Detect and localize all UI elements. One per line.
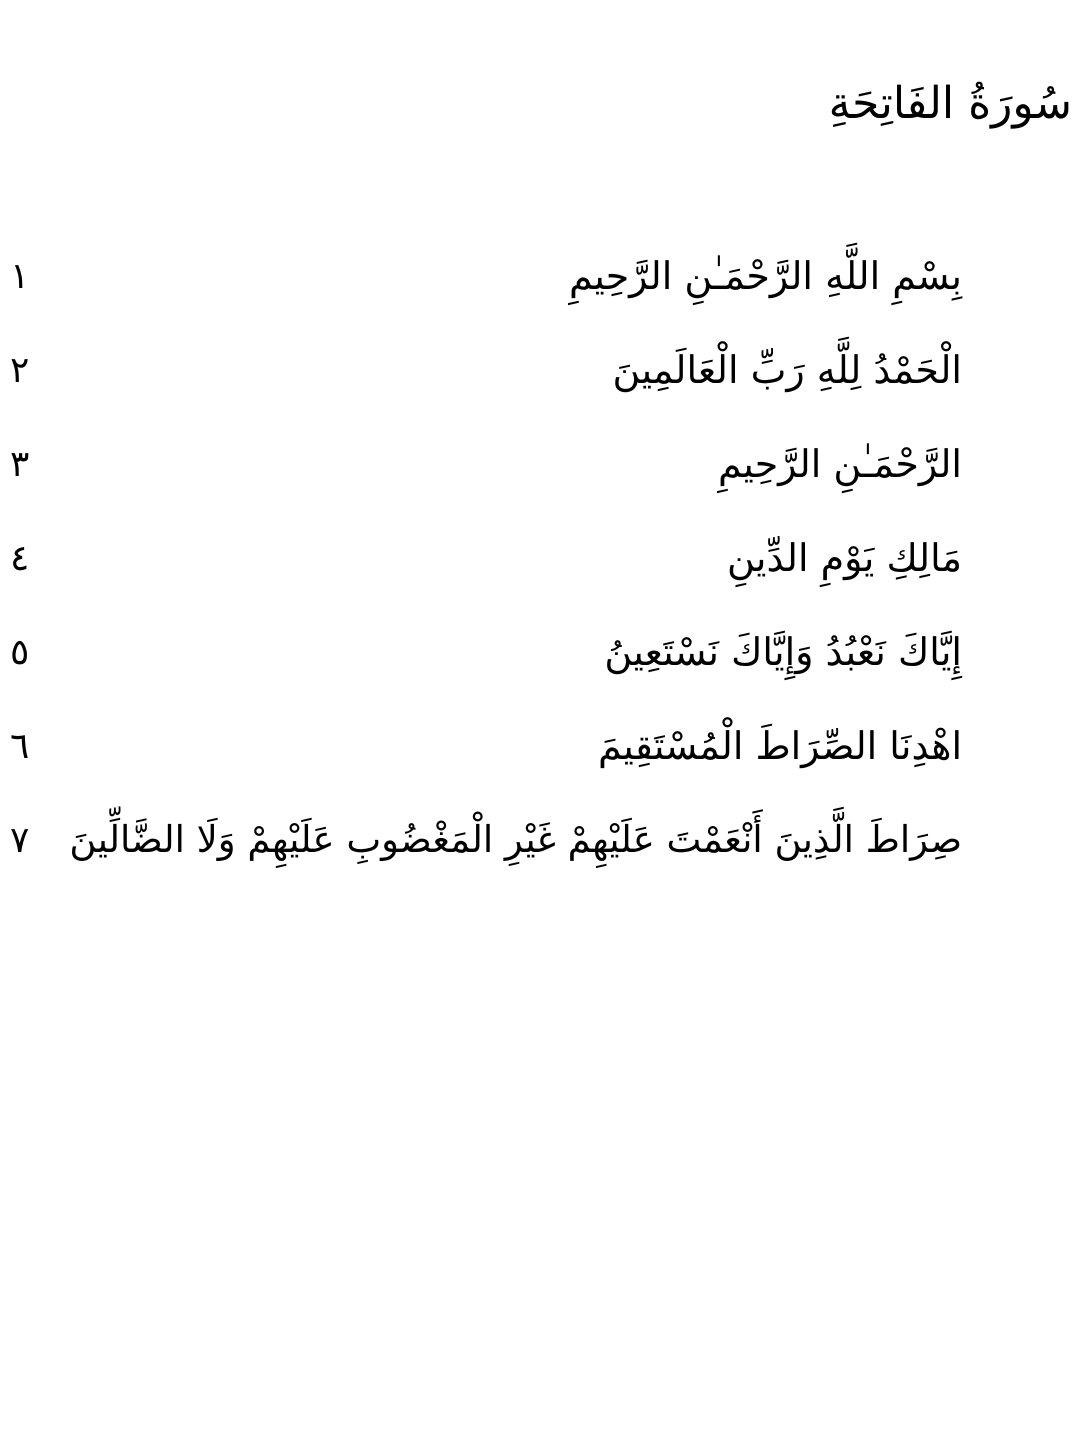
verse-row (0, 720, 1080, 814)
verse-text: صِرَاطَ الَّذِينَ أَنْعَمْتَ عَلَيْهِمْ غَيْرِ الْمَغْضُوبِ عَلَيْهِمْ وَلَا الضَّالِّينَ (69, 818, 962, 861)
verse-row (0, 250, 1080, 344)
verse-number: ٢ (10, 350, 30, 391)
verse-text: اهْدِنَا الصِّرَاطَ الْمُسْتَقِيمَ (597, 724, 962, 768)
verse-number: ٦ (10, 726, 30, 767)
surah-title: سُورَةُ الفَاتِحَةِ (828, 78, 1072, 129)
verse-text: بِسْمِ اللَّهِ الرَّحْمَـٰنِ الرَّحِيمِ (568, 254, 962, 298)
verse-row (0, 532, 1080, 626)
verse-text: الرَّحْمَـٰنِ الرَّحِيمِ (717, 442, 962, 486)
verse-number: ٧ (10, 820, 30, 861)
verse-text: مَالِكِ يَوْمِ الدِّينِ (726, 536, 962, 580)
verse-text: الْحَمْدُ لِلَّهِ رَبِّ الْعَالَمِينَ (612, 348, 962, 392)
verse-number: ٥ (10, 632, 30, 673)
verse-number: ١ (10, 256, 30, 297)
verse-list (0, 250, 1080, 908)
verse-text: إِيَّاكَ نَعْبُدُ وَإِيَّاكَ نَسْتَعِينُ (604, 630, 962, 674)
verse-number: ٣ (10, 444, 30, 485)
verse-row (0, 626, 1080, 720)
verse-number: ٤ (10, 538, 30, 579)
verse-row (0, 814, 1080, 908)
verse-row (0, 344, 1080, 438)
verse-row (0, 438, 1080, 532)
